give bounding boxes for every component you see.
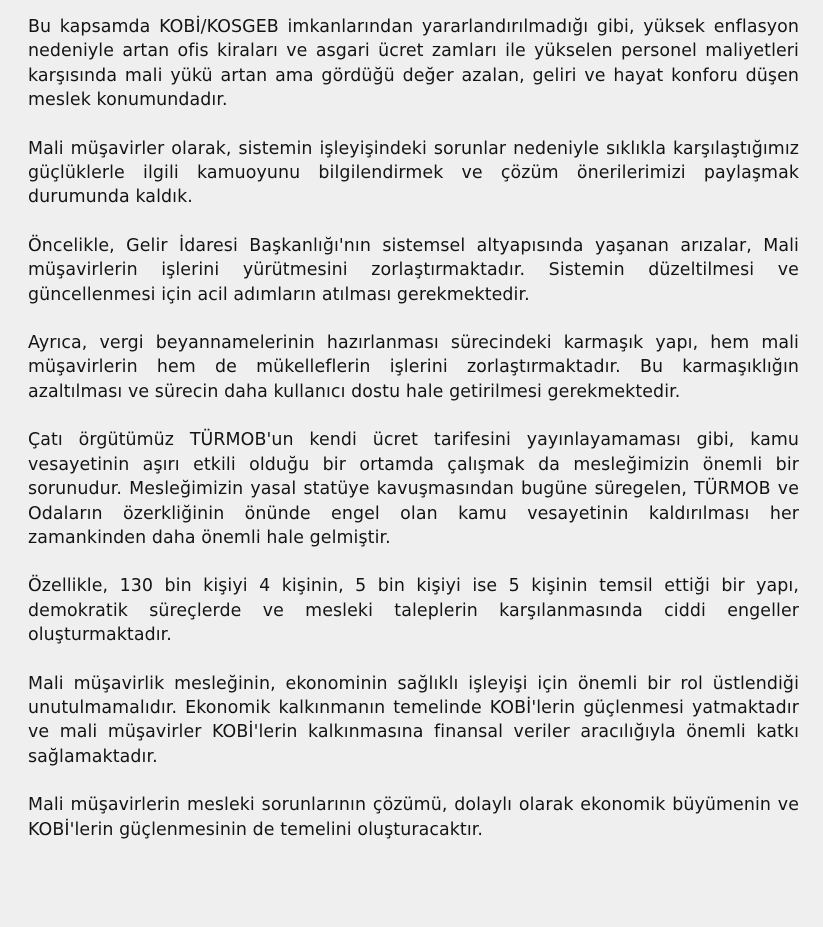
paragraph-6: Özellikle, 130 bin kişiyi 4 kişinin, 5 bin kişiyi ise 5 kişinin temsil ettiği bir yapı, demokratik süreçlerde ve mesleki taleplerin karşılanmasında ciddi engeller oluşturmaktadır. [28,576,799,646]
paragraph-5: Çatı örgütümüz TÜRMOB'un kendi ücret tarifesini yayınlayamaması gibi, kamu vesayetinin aşırı etkili olduğu bir ortamda çalışmak da mesleğimizin önemli bir sorunudur. Mesleğimizin yasal statüye kavuşmasından bugüne süregelen, TÜRMOB ve Odaların özerkliğinin önünde engel olan kamu vesayetinin kaldırılması her zamankinden daha önemli hale gelmiştir. [28,430,799,548]
paragraph-8: Mali müşavirlerin mesleki sorunlarının çözümü, dolaylı olarak ekonomik büyümenin ve KOBİ'lerin güçlenmesinin de temelini oluşturacaktır. [28,795,799,840]
paragraph-2: Mali müşavirler olarak, sistemin işleyişindeki sorunlar nedeniyle sıklıkla karşılaştığımız güçlüklerle ilgili kamuoyunu bilgilendirmek ve çözüm önerilerimizi paylaşmak durumunda kaldık. [28,138,799,208]
paragraph-4: Ayrıca, vergi beyannamelerinin hazırlanması sürecindeki karmaşık yapı, hem mali müşavirlerin hem de mükelleflerin işlerini zorlaştırmaktadır. Bu karmaşıklığın azaltılması ve sürecin daha kullanıcı dostu hale getirilmesi gerekmektedir. [28,333,799,402]
paragraph-3: Öncelikle, Gelir İdaresi Başkanlığı'nın sistemsel altyapısında yaşanan arızalar, Mali müşavirlerin işlerini yürütmesini zorlaştırmaktadır. Sistemin düzeltilmesi ve güncellenmesi için acil adımların atılması gerekmektedir. [28,235,799,305]
paragraph-1: Bu kapsamda KOBİ/KOSGEB imkanlarından yararlandırılmadığı gibi, yüksek enflasyon nedeniyle artan ofis kiraları ve asgari ücret zamları ile yükselen personel maliyetleri karşısında mali yükü artan ama gördüğü değer azalan, geliri ve hayat konforu düşen meslek konumundadır. [28,17,799,111]
paragraph-7: Mali müşavirlik mesleğinin, ekonominin sağlıklı işleyişi için önemli bir rol üstlendiği unutulmamalıdır. Ekonomik kalkınmanın temelinde KOBİ'lerin güçlenmesi yatmaktadır ve mali müşavirler KOBİ'lerin kalkınmasına finansal veriler aracılığıyla önemli katkı sağlamaktadır. [28,673,799,767]
